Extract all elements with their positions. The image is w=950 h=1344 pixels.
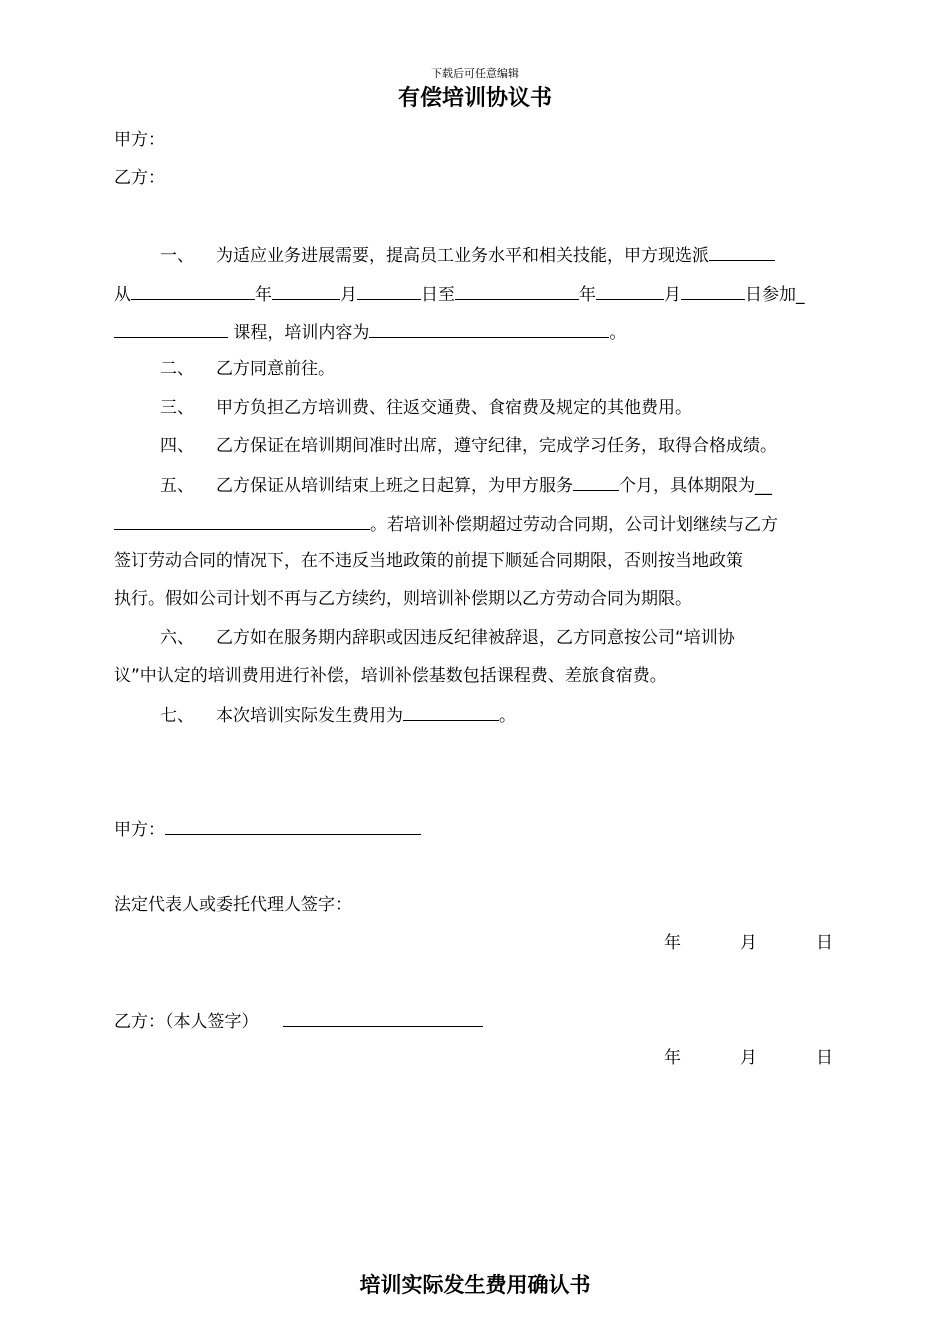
clause-7-end: 。: [499, 706, 516, 726]
party-a-signature-label: 甲方：: [114, 820, 165, 840]
clause-6-line-1: [160, 626, 838, 650]
legal-rep-label: 法定代表人或委托代理人签字：: [114, 895, 352, 915]
course-name-blank[interactable]: [114, 319, 228, 338]
party-a-label: 甲方：: [114, 130, 165, 150]
service-months-blank[interactable]: [573, 472, 619, 491]
party-b-label: 乙方：: [114, 168, 165, 188]
party-a-day-label: 日: [816, 933, 833, 953]
course-label: 课程，培训内容为: [233, 323, 370, 343]
trainee-name-blank[interactable]: [709, 242, 775, 261]
month-label-2: 月: [664, 285, 681, 305]
clause-7-number: 七、: [160, 706, 194, 726]
party-b-signature-blank[interactable]: [283, 1008, 483, 1027]
end-year-blank[interactable]: [455, 281, 579, 300]
party-b-month-label: 月: [740, 1048, 757, 1068]
clause-1-end: 。: [609, 323, 627, 343]
start-month-blank[interactable]: [272, 281, 340, 300]
from-label: 从: [114, 285, 131, 305]
clause-6-text-b: 议”中认定的培训费用进行补偿，培训补偿基数包括课程费、差旅食宿费。: [114, 666, 667, 686]
clause-2-number: 二、: [160, 359, 194, 379]
service-period-blank[interactable]: [114, 511, 370, 530]
end-day-blank[interactable]: [681, 281, 745, 300]
clause-1-line-3: [114, 319, 838, 345]
clause-5-line-3: [114, 549, 838, 573]
clause-3: [160, 396, 838, 420]
clause-4-text: 乙方保证在培训期间准时出席，遵守纪律，完成学习任务，取得合格成绩。: [216, 436, 777, 456]
clause-4-number: 四、: [160, 436, 194, 456]
clause-4: [160, 434, 838, 458]
clause-1-text: 为适应业务进展需要，提高员工业务水平和相关技能，甲方现选派: [216, 246, 709, 266]
day-to-label: 日至: [421, 285, 455, 305]
clause-2: [160, 357, 838, 381]
party-b-date: [664, 1046, 844, 1070]
clause-5-text-a: 乙方保证从培训结束上班之日起算，为甲方服务: [216, 476, 573, 496]
start-year-blank[interactable]: [131, 281, 255, 300]
clause-6-number: 六、: [160, 628, 194, 648]
year-label-2: 年: [579, 285, 596, 305]
clause-5-line-2: [114, 511, 838, 537]
party-b-year-label: 年: [664, 1048, 681, 1068]
legal-rep-line: [114, 893, 838, 917]
clause-1-number: 一、: [160, 246, 194, 266]
clause-1-line-1: [160, 242, 838, 268]
clause-5-text-e: 执行。假如公司计划不再与乙方续约，则培训补偿期以乙方劳动合同为期限。: [114, 589, 692, 609]
party-b-signature-label: 乙方：（本人签字）: [114, 1012, 259, 1032]
clause-5-line-4: [114, 587, 838, 611]
actual-cost-blank[interactable]: [403, 702, 499, 721]
month-label: 月: [340, 285, 357, 305]
clause-5-number: 五、: [160, 476, 194, 496]
clause-6-text-a: 乙方如在服务期内辞职或因违反纪律被辞退，乙方同意按公司“培训协: [216, 628, 735, 648]
party-a-signature-line: [114, 816, 838, 842]
party-b-line: [114, 166, 838, 190]
clause-2-text: 乙方同意前往。: [216, 359, 335, 379]
party-a-month-label: 月: [740, 933, 757, 953]
end-month-blank[interactable]: [596, 281, 664, 300]
clause-7: [160, 702, 838, 728]
clause-3-number: 三、: [160, 398, 194, 418]
clause-5-text-b: 个月，具体期限为__: [619, 476, 772, 496]
clause-3-text: 甲方负担乙方培训费、往返交通费、食宿费及规定的其他费用。: [216, 398, 692, 418]
party-b-signature-line: [114, 1008, 838, 1034]
clause-5-text-c: 。若培训补偿期超过劳动合同期，公司计划继续与乙方: [370, 515, 778, 535]
training-content-blank[interactable]: [369, 319, 609, 338]
clause-5-line-1: [160, 472, 838, 498]
start-day-blank[interactable]: [357, 281, 421, 300]
year-label: 年: [255, 285, 272, 305]
clause-1-line-2: [114, 281, 838, 307]
confirmation-title: 培训实际发生费用确认书: [359, 1273, 591, 1297]
day-join-label: 日参加_: [745, 285, 805, 305]
document-title: 有偿培训协议书: [397, 86, 552, 111]
header-note: 下载后可任意编辑: [431, 67, 519, 80]
clause-5-text-d: 签订劳动合同的情况下，在不违反当地政策的前提下顺延合同期限，否则按当地政策: [114, 551, 743, 571]
clause-7-text: 本次培训实际发生费用为: [216, 706, 403, 726]
party-a-signature-blank[interactable]: [165, 816, 421, 835]
party-a-line: [114, 128, 838, 152]
clause-6-line-2: [114, 664, 838, 688]
party-a-year-label: 年: [664, 933, 681, 953]
party-a-date: [664, 931, 844, 955]
party-b-day-label: 日: [816, 1048, 833, 1068]
